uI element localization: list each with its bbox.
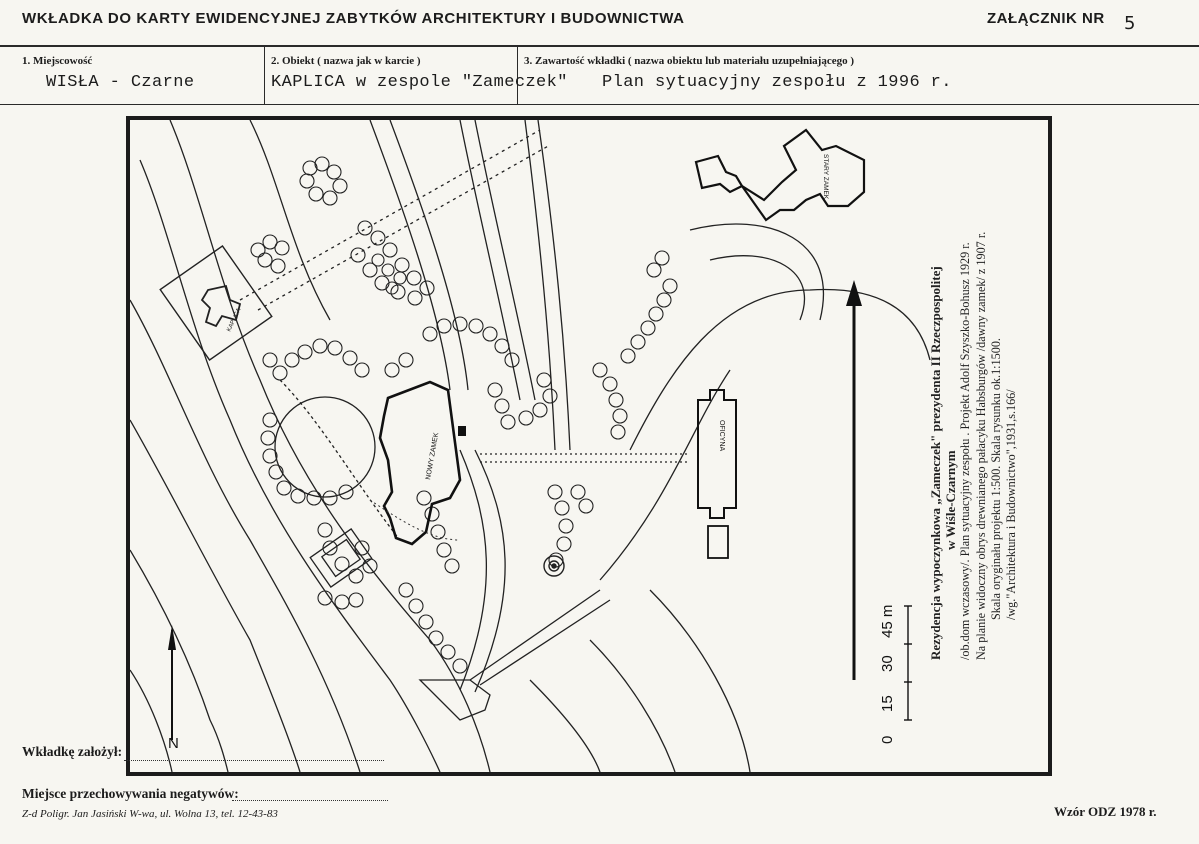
path-line	[470, 590, 600, 680]
printer-info: Z-d Poligr. Jan Jasiński W-wa, ul. Wolna 13, tel. 12-43-83	[22, 808, 278, 820]
object-label: 2. Obiekt ( nazwa jak w karcie )	[271, 55, 421, 67]
locality-label: 1. Miejscowość	[22, 55, 93, 67]
form-reference: Wzór ODZ 1978 r.	[1054, 804, 1157, 819]
attachment-label: ZAŁĄCZNIK NR	[987, 10, 1105, 27]
path-line	[475, 450, 505, 692]
old-castle-label: STARY ZAMEK	[822, 154, 829, 200]
contour-line	[130, 300, 360, 772]
form-title: WKŁADKA DO KARTY EWIDENCYJNEJ ZABYTKÓW ARCHITEKTURY I BUDOWNICTWA	[22, 10, 685, 27]
field-divider-1	[264, 47, 265, 104]
locality-value: WISŁA - Czarne	[46, 73, 195, 92]
direction-arrow	[846, 280, 862, 680]
caption-line: /wg."Architektura i Budownictwo",1931,s.166/	[1004, 389, 1019, 620]
contour-line	[170, 120, 490, 772]
contour-line	[650, 590, 750, 772]
content-label: 3. Zawartość wkładki ( nazwa obiektu lub materiału uzupełniającego )	[524, 55, 855, 67]
castle-tower	[458, 426, 466, 436]
north-label: N	[168, 735, 179, 752]
header-rule	[0, 45, 1199, 47]
path-line	[460, 450, 486, 690]
caption-title: Rezydencja wypoczynkowa „Zameczek" prezydenta II Rzeczpospolitej	[928, 266, 943, 660]
contour-line	[130, 550, 228, 772]
scale-label-45: 45 m	[879, 604, 896, 638]
lawn-circle	[275, 397, 375, 497]
caption-subtitle: w Wiśle-Czarnym	[943, 450, 959, 550]
contour-line	[590, 640, 675, 772]
new-castle-label: NOWY ZAMEK	[425, 432, 441, 481]
bank-line	[600, 370, 730, 580]
contour-line	[530, 680, 600, 772]
chapel-building	[160, 246, 272, 360]
negative-storage-label: Miejsce przechowywania negatywów:	[22, 786, 239, 801]
object-value: KAPLICA w zespole "Zameczek"	[271, 73, 568, 92]
founded-line[interactable]	[124, 760, 384, 761]
field-rule	[0, 104, 1199, 105]
gate-outline	[420, 680, 490, 720]
content-value: Plan sytuacyjny zespołu z 1996 r.	[602, 73, 952, 92]
chapel-label: KAPLICA	[226, 307, 243, 333]
path-line	[480, 600, 610, 685]
road-line	[390, 120, 468, 390]
site-plan-map	[126, 116, 1052, 776]
caption-line: Na planie widoczny obrys drewnianego pałacyku Habsburgów /dawny zamek/ z 1907 r.	[973, 231, 988, 660]
avenue-line	[258, 145, 550, 310]
road-line	[460, 120, 520, 400]
negative-storage-line[interactable]	[232, 800, 388, 801]
old-castle-building	[696, 130, 864, 220]
road-line	[525, 120, 555, 450]
site-plan-drawing	[130, 120, 1048, 772]
scale-label-0: 0	[879, 735, 896, 744]
scale-label-15: 15	[879, 695, 896, 712]
contour-line	[130, 670, 172, 772]
caption-line: Skala oryginału projektu 1:500. Skala rysunku ok.1:1500.	[988, 338, 1003, 620]
map-caption	[928, 231, 1048, 660]
scale-bar	[904, 606, 912, 720]
outbuilding-annex	[708, 526, 728, 558]
north-arrow	[168, 625, 176, 740]
fountain	[544, 556, 564, 576]
river-edge	[710, 256, 804, 320]
contour-line	[250, 120, 330, 320]
outbuilding-label: OFICYNA	[718, 420, 725, 452]
caption-line: /ob.dom wczasowy/. Plan sytuacyjny zespołu . Projekt Adolf Szyszko-Bohusz 1929 r.	[958, 242, 973, 660]
attachment-number: 5	[1124, 13, 1136, 34]
tree-cluster	[251, 157, 677, 673]
contour-line	[140, 160, 440, 772]
new-castle-building	[380, 382, 460, 544]
bank-line	[630, 290, 930, 450]
founded-label: Wkładkę założył:	[22, 744, 123, 759]
scale-label-30: 30	[879, 655, 896, 672]
